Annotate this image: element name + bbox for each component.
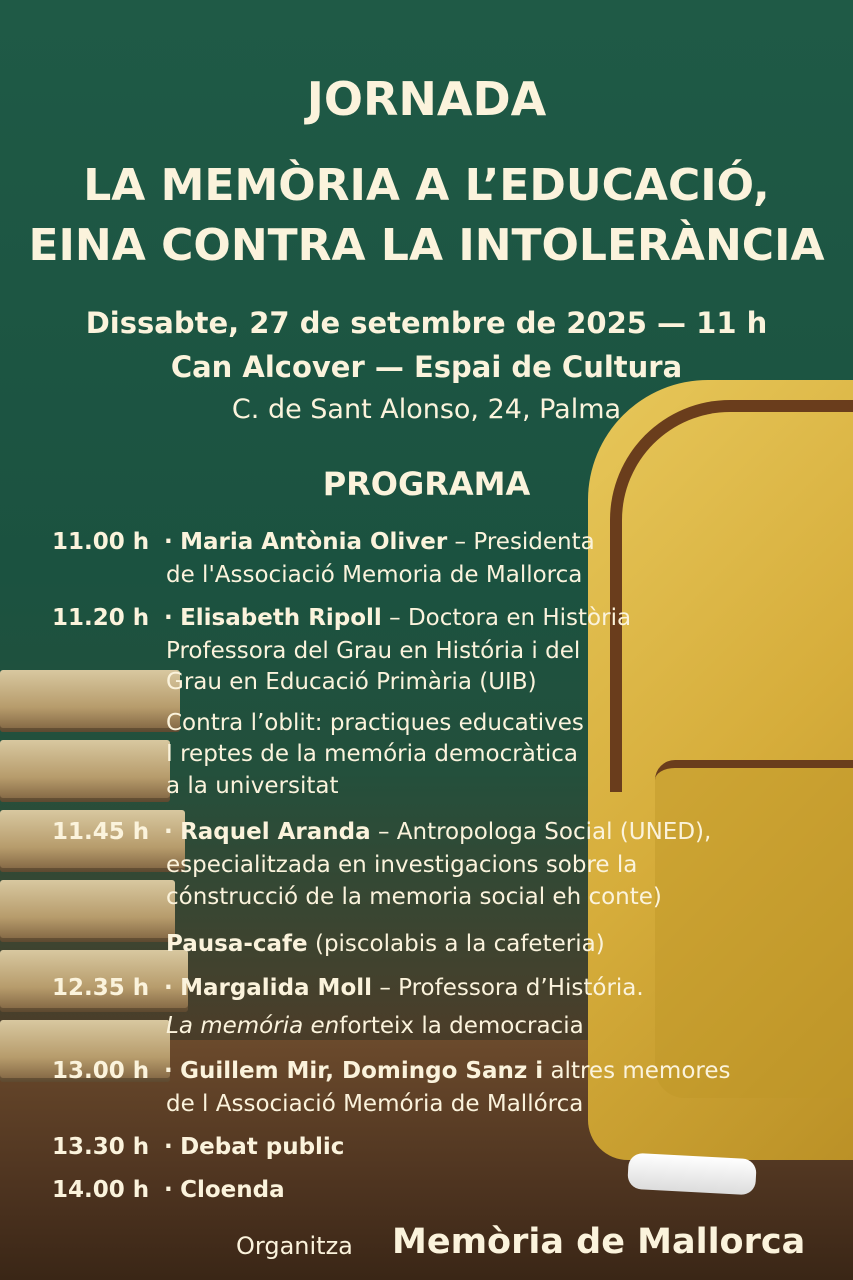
speaker-name: Elisabeth Ripoll (180, 605, 382, 631)
program-item (52, 1176, 285, 1205)
talk-title: Contra l’oblit: practiques educatives (166, 710, 584, 736)
organizer-name: Memòria de Mallorca (392, 1222, 806, 1262)
program-item (52, 528, 595, 557)
speaker-role: – Professora d’História. (372, 975, 644, 1001)
program-item (52, 1133, 344, 1162)
speaker-role-cont: de l'Associació Memoria de Mallorca (166, 562, 583, 588)
speaker-role-cont: Professora del Grau en História i del (166, 638, 581, 664)
organizer-label: Organitza (236, 1232, 353, 1260)
speaker-role: – Doctora en Història (381, 605, 632, 631)
coffee-break (166, 930, 605, 959)
item-time: 14.00 h (52, 1177, 150, 1203)
talk-title: I reptes de la memória democràtica (166, 741, 578, 767)
talk-title (166, 1012, 584, 1041)
program-heading: PROGRAMA (322, 465, 531, 503)
item-separator: · (164, 975, 173, 1001)
item-time: 13.00 h (52, 1058, 150, 1084)
talk-title-italic: La memória en (166, 1013, 340, 1039)
item-time: 11.00 h (52, 529, 150, 555)
speaker-name: Margalida Moll (180, 975, 373, 1001)
program-item (52, 818, 711, 847)
program-item (52, 604, 631, 633)
item-time: 11.45 h (52, 819, 150, 845)
item-separator: · (164, 605, 173, 631)
title-line-2: EINA CONTRA LA INTOLERÀNCIA (28, 220, 825, 271)
speaker-name: Guillem Mir, Domingo Sanz i (180, 1058, 544, 1084)
item-time: 13.30 h (52, 1134, 150, 1160)
speaker-role: – Presidenta (447, 529, 595, 555)
talk-title-rest: forteix la democracia (339, 1013, 584, 1039)
speaker-name: Raquel Aranda (180, 819, 371, 845)
item-time: 12.35 h (52, 975, 150, 1001)
break-title: Pausa-cafe (166, 931, 308, 957)
program-item (52, 1057, 730, 1086)
break-desc: (piscolabis a la cafeteria) (307, 931, 605, 957)
item-separator: · (164, 1134, 173, 1160)
title-line-1: LA MEMÒRIA A L’EDUCACIÓ, (83, 160, 770, 211)
item-separator: · (164, 1058, 173, 1084)
program-item (52, 974, 644, 1003)
speaker-role: – Antropologa Social (UNED), (370, 819, 712, 845)
speaker-role: altres memores (543, 1058, 731, 1084)
speaker-role-cont: de l Associació Memória de Mallórca (166, 1091, 584, 1117)
item-time: 11.20 h (52, 605, 150, 631)
event-date-time: Dissabte, 27 de setembre de 2025 — 11 h (85, 306, 768, 340)
speaker-role-cont: Grau en Educació Primària (UIB) (166, 669, 537, 695)
speaker-role-cont: cónstrucció de la memoria social eh conte) (166, 884, 662, 910)
talk-title: a la universitat (166, 773, 339, 799)
session-title: Debat public (180, 1134, 345, 1160)
speaker-name: Maria Antònia Oliver (180, 529, 448, 555)
event-address: C. de Sant Alonso, 24, Palma (231, 394, 622, 425)
event-type: JORNADA (306, 72, 547, 126)
speaker-role-cont: especialitzada en investigacions sobre la (166, 852, 638, 878)
session-title: Cloenda (180, 1177, 285, 1203)
event-venue: Can Alcover — Espai de Cultura (170, 350, 683, 384)
item-separator: · (164, 529, 173, 555)
item-separator: · (164, 819, 173, 845)
item-separator: · (164, 1177, 173, 1203)
